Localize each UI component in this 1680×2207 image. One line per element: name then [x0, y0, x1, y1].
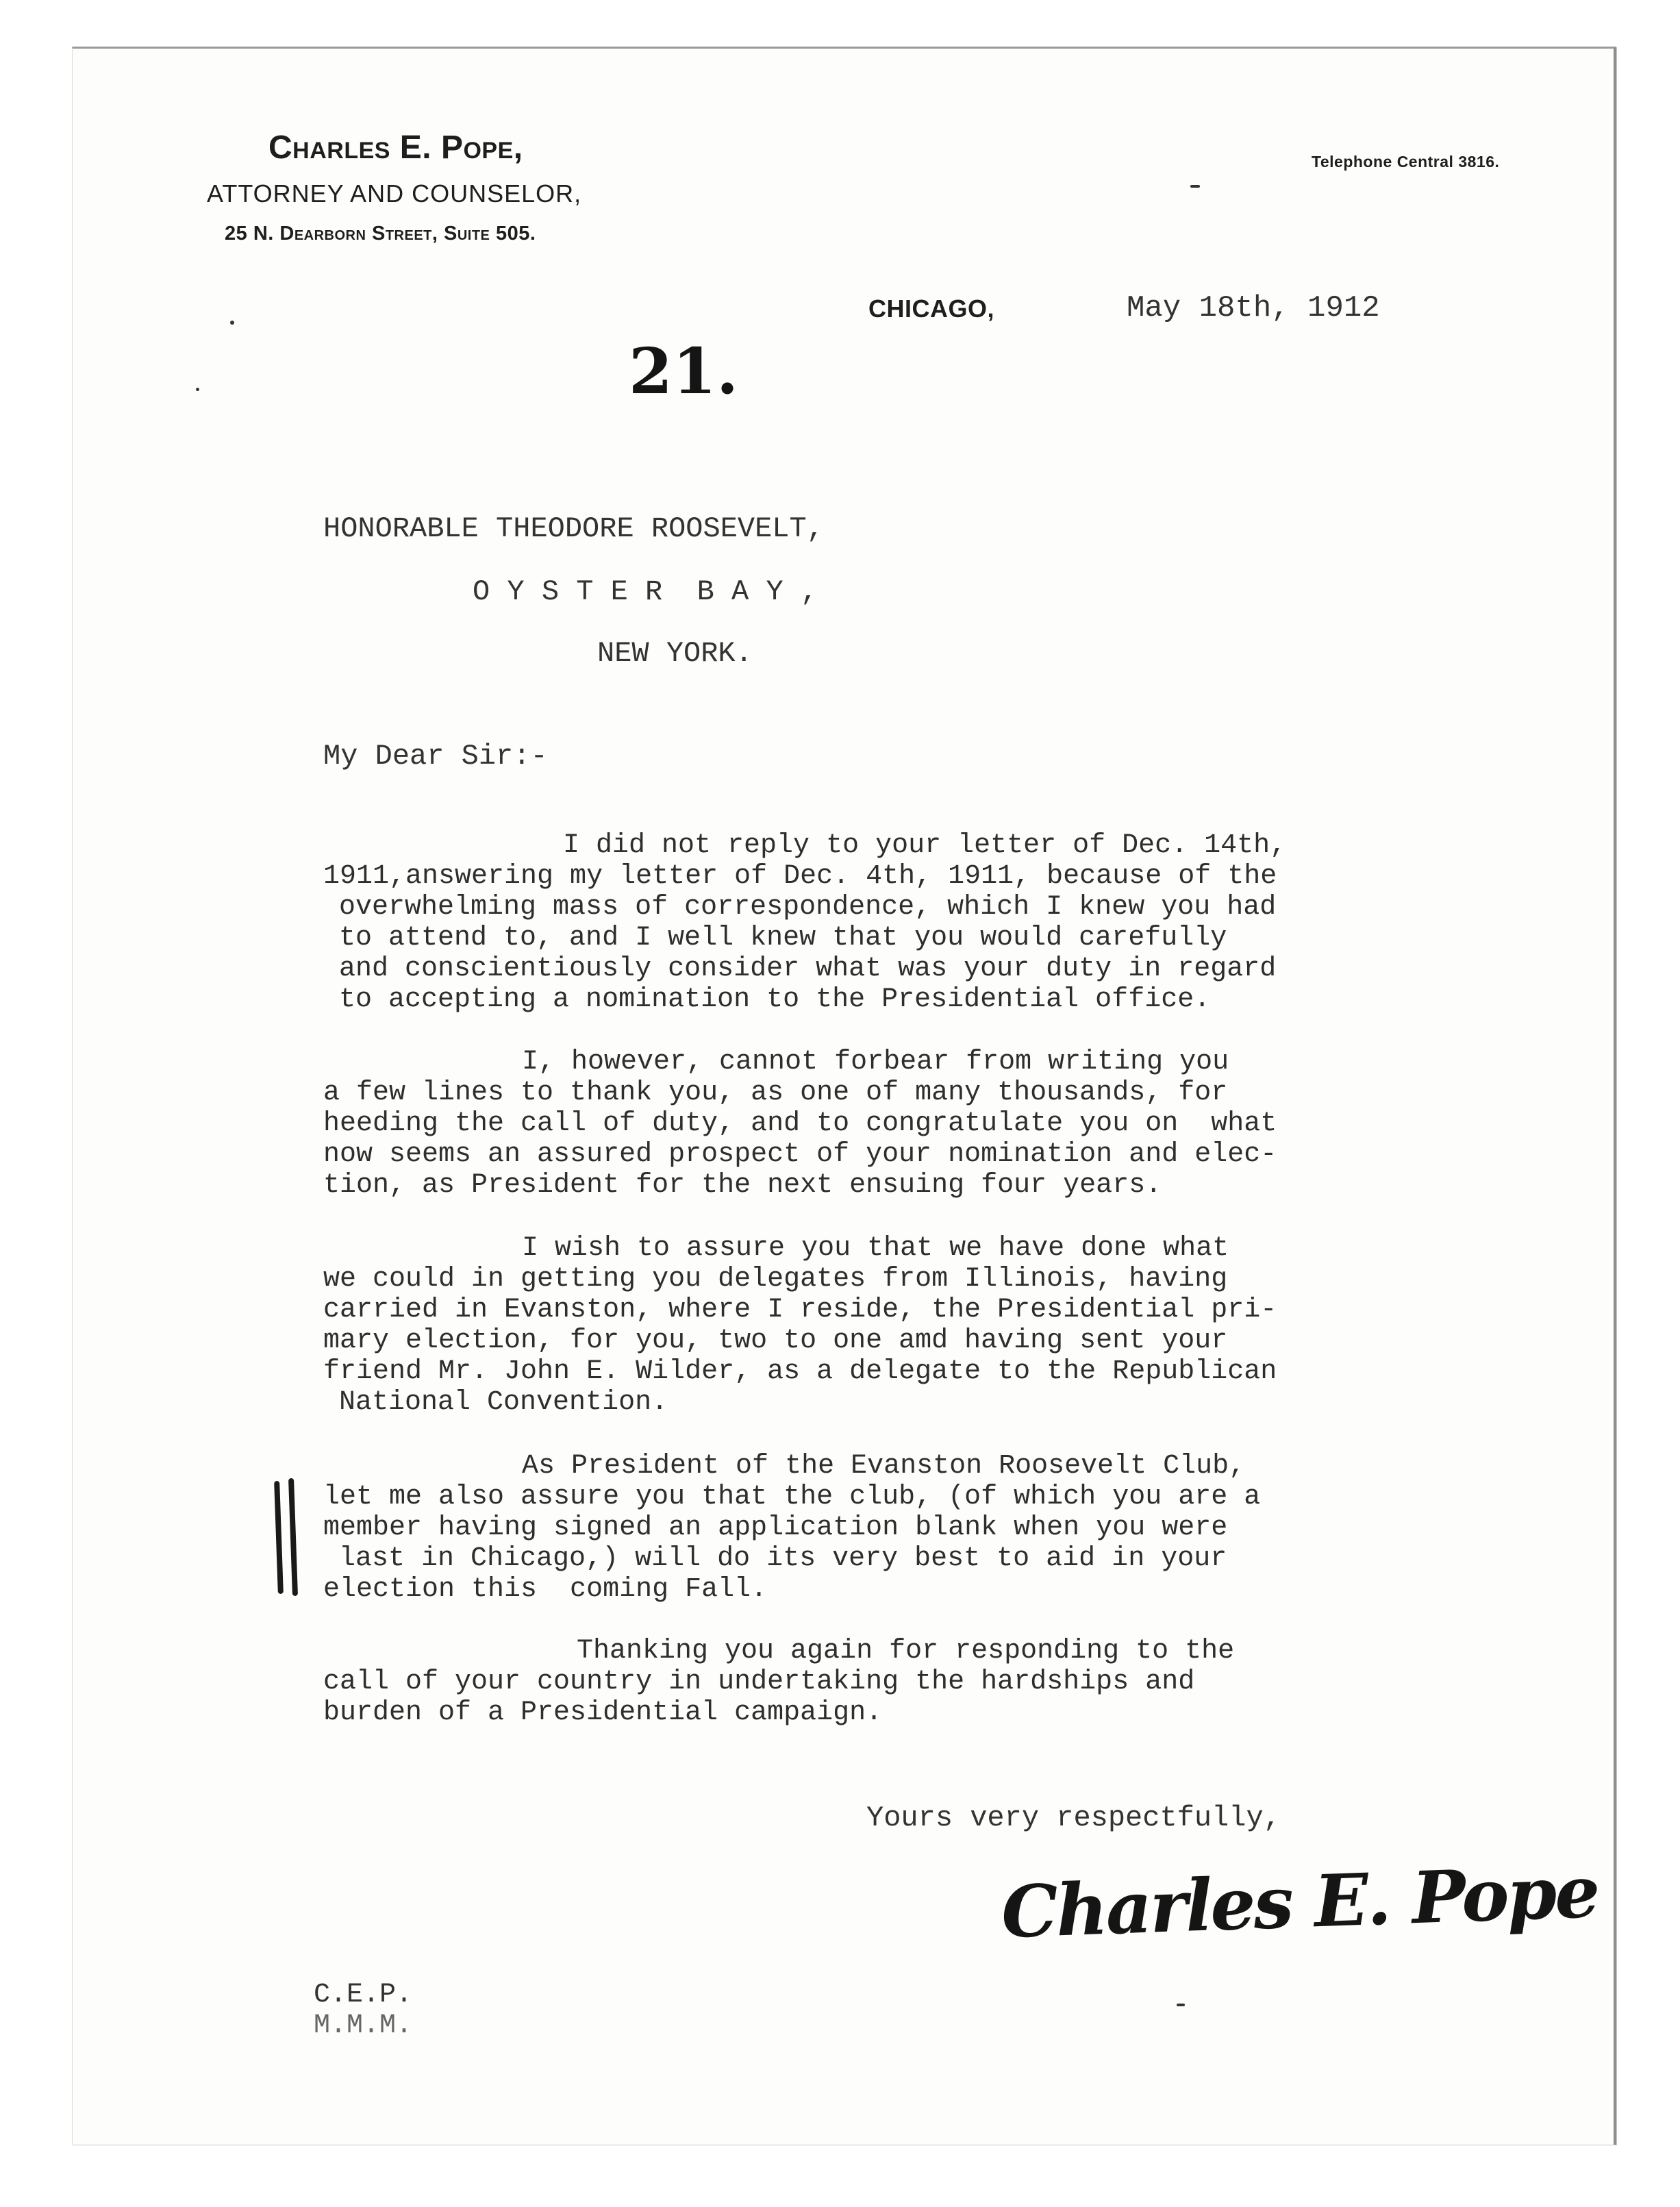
body-line: Thanking you again for responding to the: [577, 1636, 1235, 1667]
scan-speck: [230, 321, 234, 325]
signature: Charles E. Pope: [1000, 1849, 1600, 1955]
body-line: last in Chicago,) will do its very best to aid in your: [339, 1543, 1227, 1574]
body-line: we could in getting you delegates from Illinois, having: [323, 1264, 1228, 1295]
body-line: As President of the Evanston Roosevelt Club,: [522, 1451, 1246, 1482]
scan-speck: [196, 388, 199, 391]
initials-typist: M.M.M.: [314, 2010, 413, 2041]
body-line: National Convention.: [339, 1387, 668, 1418]
body-line: I wish to assure you that we have done what: [522, 1233, 1229, 1264]
body-line: call of your country in undertaking the hardships and: [323, 1667, 1195, 1697]
recipient-town: O Y S T E R B A Y ,: [473, 575, 818, 608]
body-line: burden of a Presidential campaign.: [323, 1697, 883, 1728]
body-line: election this coming Fall.: [323, 1574, 768, 1605]
body-line: to accepting a nomination to the Presidential office.: [339, 984, 1211, 1015]
body-line: a few lines to thank you, as one of many thousands, for: [323, 1077, 1228, 1108]
body-line: heeding the call of duty, and to congratulate you on what: [323, 1108, 1277, 1139]
body-line: I did not reply to your letter of Dec. 14th,: [563, 830, 1287, 861]
body-line: to attend to, and I well knew that you would carefully: [339, 923, 1227, 953]
letterhead-title: ATTORNEY AND COUNSELOR,: [207, 179, 582, 208]
body-line: and conscientiously consider what was your duty in regard: [339, 953, 1277, 984]
body-line: 1911,answering my letter of Dec. 4th, 1911, because of the: [323, 861, 1277, 892]
scan-speck: [1190, 185, 1200, 188]
letterhead-address: 25 N. Dearborn Street, Suite 505.: [225, 223, 536, 245]
body-line: overwhelming mass of correspondence, which I knew you had: [339, 892, 1277, 923]
recipient-state: NEW YORK.: [597, 637, 753, 670]
closing: Yours very respectfully,: [866, 1801, 1281, 1834]
salutation: My Dear Sir:-: [323, 740, 548, 773]
initials-author: C.E.P.: [314, 1980, 413, 2010]
body-line: mary election, for you, two to one amd having sent your: [323, 1325, 1228, 1356]
page-number-handwritten: 21.: [629, 334, 739, 408]
body-line: member having signed an application blank when you were: [323, 1512, 1228, 1543]
body-line: let me also assure you that the club, (of which you are a: [323, 1482, 1261, 1512]
body-line: now seems an assured prospect of your nomination and elec-: [323, 1139, 1277, 1170]
letter-date: May 18th, 1912: [1127, 291, 1380, 325]
letterhead-telephone: Telephone Central 3816.: [1312, 153, 1500, 171]
recipient-name: HONORABLE THEODORE ROOSEVELT,: [323, 512, 824, 545]
letterhead-name: Charles E. Pope,: [268, 129, 523, 166]
body-line: carried in Evanston, where I reside, the Presidential pri-: [323, 1295, 1277, 1325]
body-line: tion, as President for the next ensuing four years.: [323, 1170, 1162, 1201]
body-line: friend Mr. John E. Wilder, as a delegate to the Republican: [323, 1356, 1277, 1387]
scan-speck: [1177, 2004, 1185, 2006]
letterhead-city: CHICAGO,: [868, 295, 994, 323]
body-line: I, however, cannot forbear from writing you: [522, 1047, 1229, 1077]
